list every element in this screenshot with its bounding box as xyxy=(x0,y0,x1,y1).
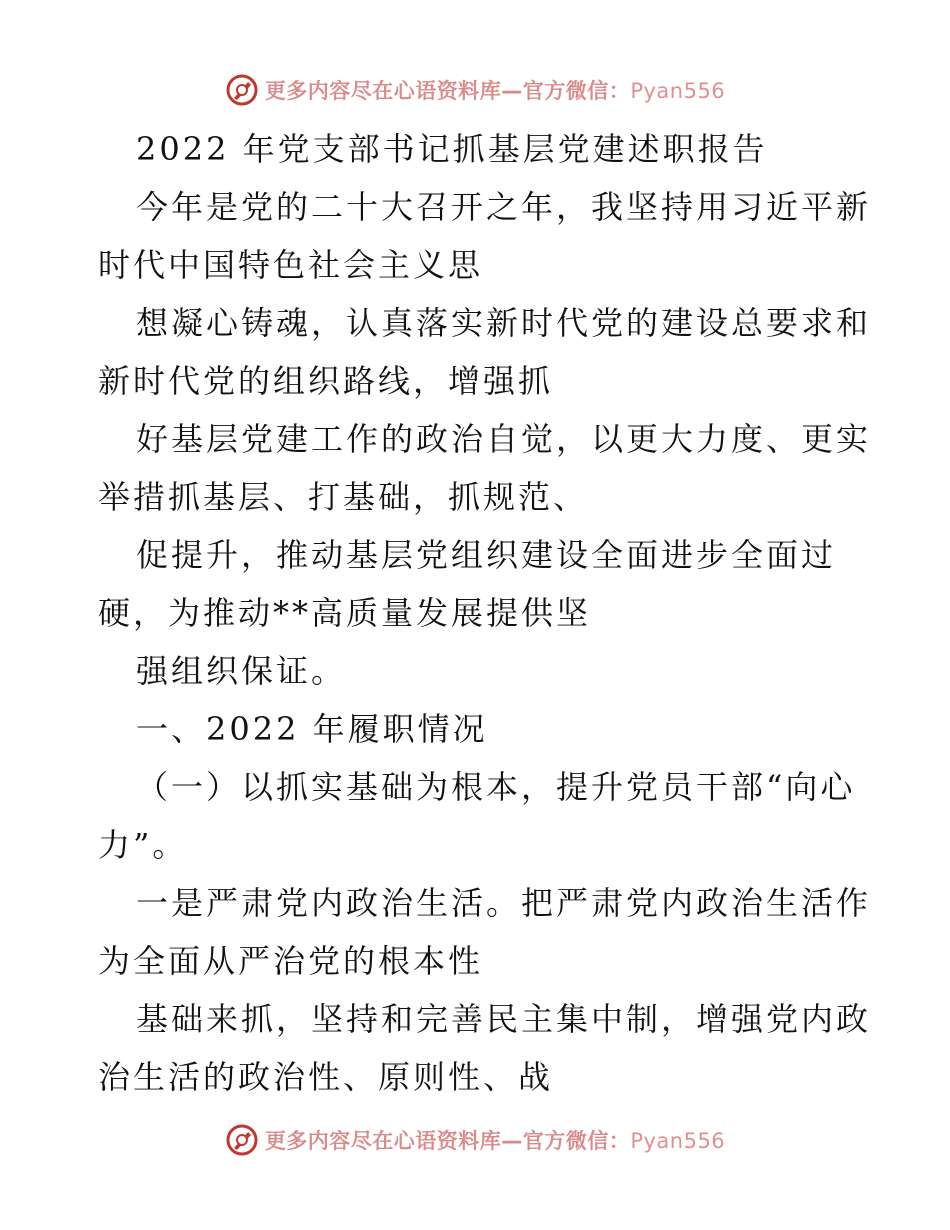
paragraph-4: 促提升，推动基层党组织建设全面进步全面过 硬，为推动**高质量发展提供坚 xyxy=(98,536,837,632)
subsection-heading: （一）以抓实基础为根本，提升党员干部“向心 力”。 xyxy=(98,768,856,864)
document-title: 2022 年党支部书记抓基层党建述职报告 xyxy=(136,130,768,168)
paragraph-3: 好基层党建工作的政治自觉，以更大力度、更实 举措抓基层、打基础，抓规范、 xyxy=(98,420,872,516)
banner-text: 更多内容尽在心语资料库—官方微信：Pyan556 xyxy=(264,1129,726,1153)
paragraph-2: 想凝心铸魂，认真落实新时代党的建设总要求和 新时代党的组织路线，增强抓 xyxy=(98,304,872,400)
paragraph-5: 强组织保证。 xyxy=(136,652,347,690)
wechat-id: Pyan556 xyxy=(630,1129,726,1153)
paragraph-1: 今年是党的二十大召开之年，我坚持用习近平新 时代中国特色社会主义思 xyxy=(98,188,872,284)
footer-banner xyxy=(0,1120,950,1160)
section-heading: 一、2022 年履职情况 xyxy=(136,710,488,748)
header-banner xyxy=(0,70,950,110)
pen-logo-icon xyxy=(225,73,259,107)
paragraph-6: 一是严肃党内政治生活。把严肃党内政治生活作 为全面从严治党的根本性 xyxy=(98,884,872,980)
wechat-id: Pyan556 xyxy=(630,79,726,103)
banner-text: 更多内容尽在心语资料库—官方微信：Pyan556 xyxy=(264,79,726,103)
paragraph-7: 基础来抓，坚持和完善民主集中制，增强党内政 治生活的政治性、原则性、战 xyxy=(98,1000,872,1096)
pen-logo-icon xyxy=(225,1123,259,1157)
